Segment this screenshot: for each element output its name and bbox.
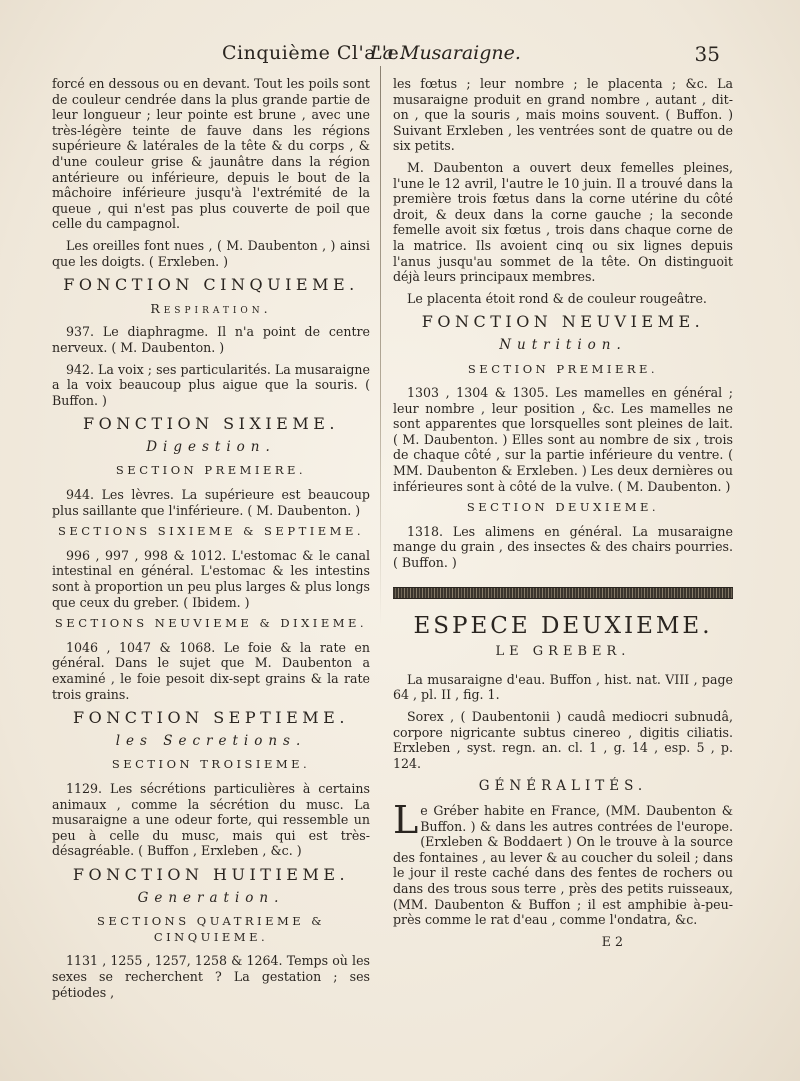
fonction-5-subheading: Respiration. [150, 300, 272, 316]
species-name-heading: LE GREBER. [495, 644, 631, 660]
section-heading: SECTIONS QUATRIEME & CINQUIEME. [96, 914, 326, 944]
fonction-8-heading: FONCTION HUITIEME. [72, 864, 350, 884]
paragraph-generalites-text: e Gréber habite en France, (MM. Daubenton & Buffon. ) & dans les autres contrées de l'europe. (Erxleben & Boddaert ) On le trouve à la source des fontaines , au lever & au coucher du soleil ; dans le jour il reste caché dans des fentes de rochers ou dans des trous sous terre , près des petits ruisseaux, (MM. Daubenton & Buffon ; il est amphibie à-peu-près comme le rat d'eau , comme l'ondatra, &c. [393, 802, 733, 928]
paragraph: Le placenta étoit rond & de couleur rougeâtre. [407, 290, 707, 306]
fonction-8-subheading: Generation. [137, 889, 285, 906]
paragraph-1129: 1129. Les sécrétions particulières à certains animaux , comme la sécrétion du musc. La musaraigne a une odeur forte, qui ressemble un peu à celle du musc, mais qui est très-désagréable. ( Buffon , Erxleben , &c. ) [52, 780, 370, 859]
section-heading: SECTIONS SIXIEME & SEPTIEME. [57, 524, 365, 539]
fonction-7-subheading: les Secretions. [115, 732, 307, 749]
paragraph: Les oreilles font nues , ( M. Daubenton , ) ainsi que les doigts. ( Erxleben. ) [52, 237, 370, 269]
paragraph: forcé en dessous ou en devant. Tout les poils sont de couleur cendrée dans la plus grande partie de leur longueur ; leur pointe est brune , avec une très-légère teinte de fauve dans les régions supérieure & latérales de la tête & du corps , & d'une couleur grise & jaunâtre dans la région antérieure ou inférieure, depuis le bout de la mâchoire inférieure jusqu'à l'extrémité de la queue , qui n'est pas plus couverte de poil que celle du campagnol. [52, 76, 370, 232]
signature-mark: E 2 [601, 933, 623, 949]
right-column [393, 76, 733, 955]
paragraph-996: 996 , 997 , 998 & 1012. L'estomac & le canal intestinal en général. L'estomac & les intestins sont à proportion un peu plus larges & plus longs que ceux du greber. ( Ibidem. ) [52, 547, 370, 610]
paragraph-942: 942. La voix ; ses particularités. La musaraigne a la voix beaucoup plus aigue que la souris. ( Buffon. ) [52, 361, 370, 408]
fonction-9-subheading: Nutrition. [499, 336, 627, 353]
paragraph: les fœtus ; leur nombre ; le placenta ; &c. La musaraigne produit en grand nombre , autant , dit-on , que la souris , mais moins souvent. ( Buffon. ) Suivant Erxleben , les ventrées sont de quatre ou de six petits. [393, 76, 733, 154]
paragraph-937: 937. Le diaphragme. Il n'a point de centre nerveux. ( M. Daubenton. ) [52, 324, 370, 355]
generalites-heading: GÉNÉRALITÉS. [478, 778, 648, 795]
running-header [222, 42, 720, 72]
section-heading: SECTIONS NEUVIEME & DIXIEME. [54, 616, 368, 631]
paragraph-1303: 1303 , 1304 & 1305. Les mamelles en général ; leur nombre , leur position , &c. Les mamelles ne sont apparentes que lorsquelles sont pleines de lait. ( M. Daubenton. ) Elles sont au nombre de six , trois de chaque côté , sur la partie inférieure du ventre. ( MM. Daubenton & Erxleben. ) Les deux dernières ou inférieures sont à côté de la vulve. ( M. Daubenton. ) [393, 385, 733, 494]
section-heading: SECTION DEUXIEME. [466, 500, 660, 515]
paragraph-1131: 1131 , 1255 , 1257, 1258 & 1264. Temps où les sexes se recherchent ? La gestation ; ses pétiodes , [52, 953, 370, 1000]
fonction-7-heading: FONCTION SEPTIEME. [73, 708, 349, 728]
fonction-5-heading: FONCTION CINQUIEME. [63, 275, 359, 295]
section-heading: SECTION PREMIERE. [115, 463, 307, 478]
paragraph-synonym: La musaraigne d'eau. Buffon , hist. nat. VIII , page 64 , pl. II , fig. 1. [393, 671, 733, 703]
paragraph-944: 944. Les lèvres. La supérieure est beaucoup plus saillante que l'inférieure. ( M. Daubenton. ) [52, 487, 370, 518]
espece-heading: ESPECE DEUXIEME. [413, 612, 713, 639]
fonction-6-subheading: Digestion. [146, 438, 276, 455]
ornamental-rule [393, 587, 733, 599]
paragraph-1318: 1318. Les alimens en général. La musaraigne mange du grain , des insectes & des chairs pourries. ( Buffon. ) [393, 523, 733, 571]
fonction-9-heading: FONCTION NEUVIEME. [421, 312, 705, 332]
page-number: 35 [694, 42, 720, 66]
column-divider [380, 66, 381, 626]
running-head-left: Cinquième Cl'a''e. [222, 42, 406, 64]
left-column [52, 76, 370, 1006]
drop-capital: L [393, 797, 419, 842]
fonction-6-heading: FONCTION SIXIEME. [83, 414, 339, 434]
paragraph-sorex: Sorex , ( Daubentonii ) caudâ mediocri subnudâ, corpore nigricante subtus cinereo , digitis ciliatis. Erxleben , syst. regn. an. cl. 1 , g. 14 , esp. 5 , p. 124. [393, 709, 733, 771]
running-head-right: La Musaraigne. [370, 42, 521, 64]
section-heading: SECTION TROISIEME. [111, 757, 311, 772]
paragraph: M. Daubenton a ouvert deux femelles pleines, l'une le 12 avril, l'autre le 10 juin. Il a trouvé dans la première trois fœtus dans la corne utérine du côté droit, & deux dans la corne gauche ; la seconde femelle avoit six fœtus , trois dans chaque corne de la matrice. Ils avoient cinq ou six lignes depuis l'anus jusqu'au sommet de la tête. On distinguoit déjà leurs principaux membres. [393, 159, 733, 285]
paragraph-generalites [393, 797, 733, 928]
paragraph-1046: 1046 , 1047 & 1068. Le foie & la rate en général. Dans le sujet que M. Daubenton a examiné , le foie pesoit dix-sept grains & la rate trois grains. [52, 639, 370, 702]
section-heading: SECTION PREMIERE. [467, 361, 659, 376]
